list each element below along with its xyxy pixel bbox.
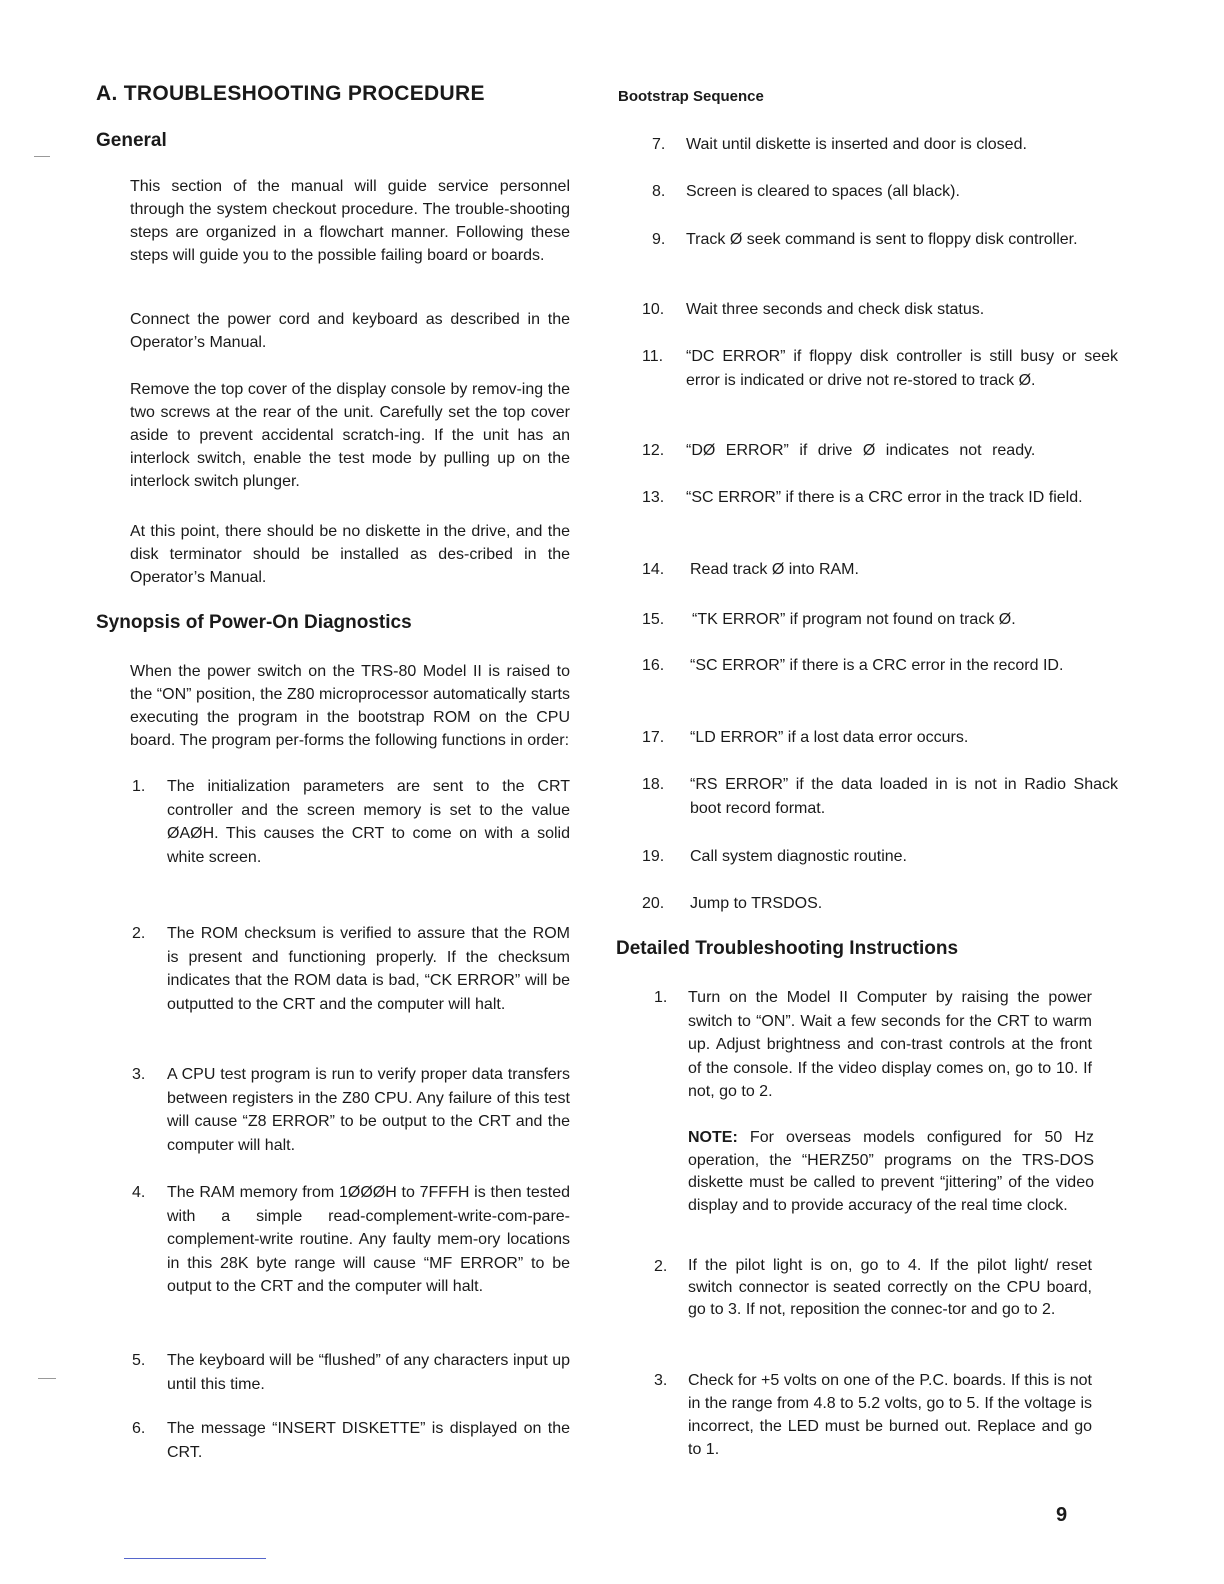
list-item-text: “TK ERROR” if program not found on track Ø. — [692, 611, 1016, 628]
bottom-rule — [124, 1558, 266, 1559]
note-text: For overseas models configured for 50 Hz operation, the “HERZ50” programs on the TRS-DOS diskette must be called to prevent “jittering” of the video display and to provide accuracy of the real time clock. — [688, 1129, 1094, 1214]
list-item-text: “RS ERROR” if the data loaded in is not in Radio Shack boot record format. — [690, 776, 1118, 817]
list-item-text: Check for +5 volts on one of the P.C. boards. If this is not in the range from 4.8 to 5.2 volts, go to 5. If the voltage is incorrect, the LED must be burned out. Replace and go to 1. — [688, 1372, 1092, 1458]
list-item-text: Call system diagnostic routine. — [690, 848, 907, 865]
list-item-number: 17. — [642, 729, 665, 746]
list-item-number: 10. — [642, 301, 665, 318]
note-block — [688, 1127, 1094, 1217]
list-item-text: Wait until diskette is inserted and door is closed. — [686, 136, 1027, 153]
list-item-number: 1. — [654, 989, 668, 1006]
general-paragraph: Connect the power cord and keyboard as described in the Operator’s Manual. — [130, 311, 570, 351]
list-item-number: 20. — [642, 895, 665, 912]
list-item-number: 15. — [642, 611, 665, 628]
list-item-text: Track Ø seek command is sent to floppy disk controller. — [686, 231, 1078, 248]
general-heading: General — [96, 130, 167, 151]
list-item-text: “DØ ERROR” if drive Ø indicates not ready. — [686, 442, 1036, 459]
synopsis-heading: Synopsis of Power-On Diagnostics — [96, 612, 412, 633]
list-item-number: 9. — [652, 231, 666, 248]
list-item-number: 3. — [132, 1066, 146, 1083]
list-item-number: 13. — [642, 489, 665, 506]
list-item-number: 11. — [642, 348, 664, 365]
list-item-number: 16. — [642, 657, 665, 674]
margin-mark — [38, 1378, 56, 1379]
list-item-number: 5. — [132, 1352, 146, 1369]
general-paragraph: At this point, there should be no diskette in the drive, and the disk terminator should be installed as des-cribed in the Operator’s Manual. — [130, 523, 570, 586]
list-item-text: The ROM checksum is verified to assure that the ROM is present and functioning properly. If the checksum indicates that the ROM data is bad, “CK ERROR” will be outputted to the CRT and the computer will halt. — [167, 925, 570, 1013]
list-item-number: 2. — [132, 925, 146, 942]
list-item-text: If the pilot light is on, go to 4. If the pilot light/ reset switch connector is seated correctly on the CPU board, go to 3. If not, reposition the connec-tor and go to 2. — [688, 1257, 1092, 1318]
list-item-number: 8. — [652, 183, 666, 200]
page-number: 9 — [1056, 1504, 1068, 1526]
bootstrap-heading: Bootstrap Sequence — [618, 88, 764, 105]
note-label: NOTE: — [688, 1129, 738, 1146]
general-paragraph: Remove the top cover of the display console by remov-ing the two screws at the rear of the unit. Carefully set the top cover aside to prevent accidental scratch-ing. If the unit has an interlock switch, enable the test mode by pulling up on the interlock switch plunger. — [130, 381, 570, 490]
list-item-number: 6. — [132, 1420, 146, 1437]
list-item-number: 3. — [654, 1372, 668, 1389]
list-item-text: The keyboard will be “flushed” of any characters input up until this time. — [167, 1352, 570, 1393]
list-item-text: “SC ERROR” if there is a CRC error in the track ID field. — [686, 489, 1083, 506]
list-item-text: Turn on the Model II Computer by raising the power switch to “ON”. Wait a few seconds for the CRT to warm up. Adjust brightness and con-trast controls at the front of the console. If the video display comes on, go to 10. If not, go to 2. — [688, 989, 1092, 1100]
detailed-heading: Detailed Troubleshooting Instructions — [616, 938, 959, 959]
list-item-text: “SC ERROR” if there is a CRC error in the record ID. — [690, 657, 1064, 674]
list-item-text: “LD ERROR” if a lost data error occurs. — [690, 729, 969, 746]
list-item-number: 18. — [642, 776, 665, 793]
list-item-text: The RAM memory from 1ØØØH to 7FFFH is then tested with a simple read-complement-write-com-pare-complement-write routine. Any faulty mem-ory locations in this 28K byte range will cause “MF ERROR” to be output to the CRT and the computer will halt. — [167, 1184, 570, 1295]
margin-mark — [34, 156, 50, 157]
general-paragraph: This section of the manual will guide service personnel through the system checkout procedure. The trouble-shooting steps are organized in a flowchart manner. Following these steps will guide you to the possible failing board or boards. — [130, 178, 570, 264]
list-item-text: Wait three seconds and check disk status. — [686, 301, 985, 318]
list-item-number: 4. — [132, 1184, 146, 1201]
section-title: A. TROUBLESHOOTING PROCEDURE — [96, 82, 485, 105]
list-item-number: 19. — [642, 848, 665, 865]
list-item-number: 2. — [654, 1258, 668, 1275]
list-item-text: Jump to TRSDOS. — [690, 895, 823, 912]
list-item-number: 14. — [642, 561, 665, 578]
list-item-text: Read track Ø into RAM. — [690, 561, 859, 578]
list-item-text: The message “INSERT DISKETTE” is displayed on the CRT. — [167, 1420, 570, 1461]
list-item-text: The initialization parameters are sent to the CRT controller and the screen memory is set to the value ØAØH. This causes the CRT to come on with a solid white screen. — [167, 778, 570, 866]
list-item-number: 7. — [652, 136, 666, 153]
list-item-text: “DC ERROR” if floppy disk controller is still busy or seek error is indicated or drive not re-stored to track Ø. — [686, 348, 1118, 389]
list-item-text: A CPU test program is run to verify proper data transfers between registers in the Z80 CPU. Any failure of this test will cause “Z8 ERROR” to be output to the CRT and the computer will halt. — [167, 1066, 570, 1154]
list-item-number: 12. — [642, 442, 665, 459]
synopsis-intro: When the power switch on the TRS-80 Model II is raised to the “ON” position, the Z80 microprocessor automatically starts executing the program in the bootstrap ROM on the CPU board. The program per-forms the following functions in order: — [130, 663, 570, 749]
list-item-text: Screen is cleared to spaces (all black). — [686, 183, 960, 200]
list-item-number: 1. — [132, 778, 146, 795]
